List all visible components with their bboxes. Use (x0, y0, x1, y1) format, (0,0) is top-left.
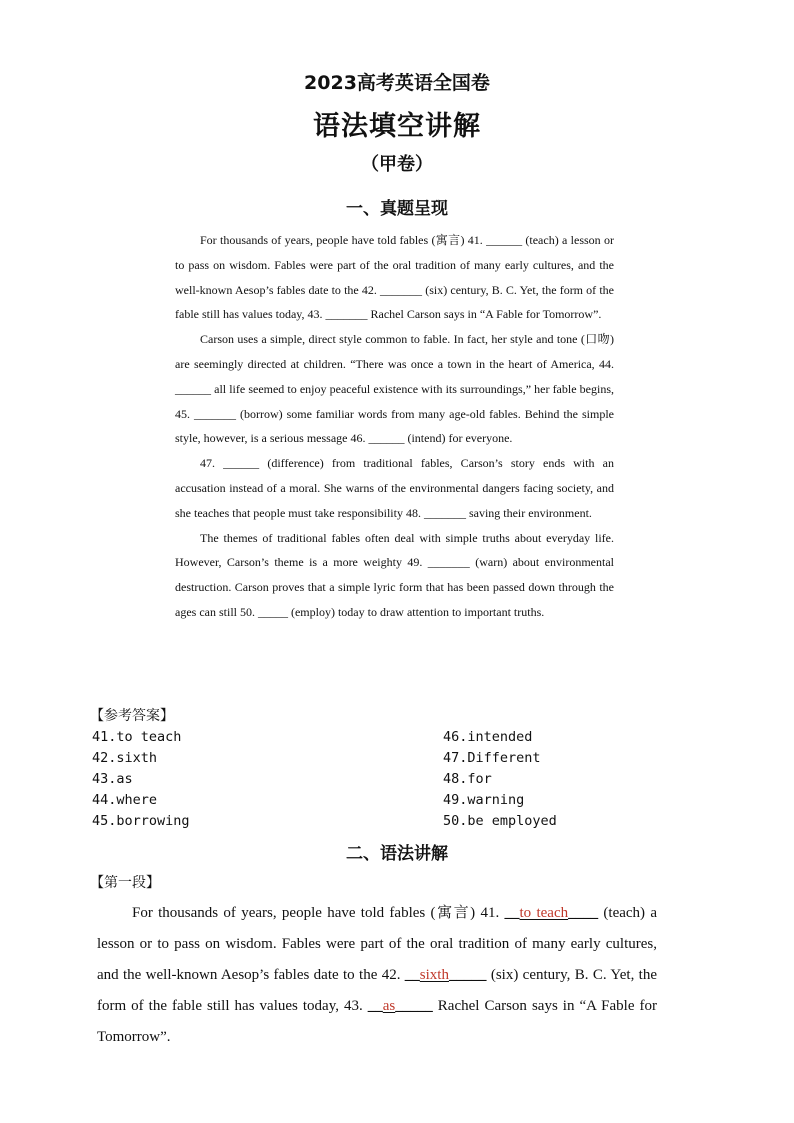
answer-item: 42.sixth (92, 750, 158, 766)
blank-lead: __ (367, 998, 383, 1014)
answer-item: 50.be employed (443, 813, 557, 829)
blank-tail: ____ (568, 905, 599, 921)
blank-lead: __ (404, 967, 420, 983)
answer-fill-42: sixth (419, 967, 449, 983)
section-heading-original-text: 一、真题呈现 (346, 199, 448, 219)
answer-fill-43: as (382, 998, 396, 1014)
text-segment: For thousands of years, people have told fables (寓言) 41. (132, 905, 505, 921)
explained-paragraph (97, 898, 657, 1053)
passage-paragraph-4: The themes of traditional fables often deal with simple truths about everyday life. However, Carson’s theme is a more weighty 49. _______ (warn) about environmental destruction. Carson proves that a simple lyric form that has been passed down through the ages can still 50. _____ (employ) today to draw attention to important truths. (175, 530, 614, 619)
text-segment: (six) century, B. C. Yet, the form of the fable still has values today, 43. (97, 967, 657, 1014)
answer-item: 48.for (443, 771, 492, 787)
exam-title: 2023高考英语全国卷 (304, 72, 490, 94)
blank-tail: _____ (395, 998, 433, 1014)
blank-tail: _____ (448, 967, 487, 983)
answer-list-right (443, 727, 557, 832)
answer-key-title: 【参考答案】 (90, 708, 174, 724)
answer-item: 45.borrowing (92, 813, 190, 829)
answer-item: 49.warning (443, 792, 525, 808)
passage-paragraph-3: 47. ______ (difference) from traditional fables, Carson’s story ends with an accusation instead of a moral. She warns of the environmental dangers facing society, and she teaches that people must take responsibility 48. _______ saving their environment. (175, 456, 614, 520)
original-passage (175, 228, 614, 625)
answer-list-left (92, 727, 190, 832)
answer-item: 47.Different (443, 750, 541, 766)
answer-item: 41.to teach (92, 729, 182, 745)
document-title: 语法填空讲解 (313, 111, 481, 142)
passage-paragraph-1: For thousands of years, people have told fables (寓言) 41. ______ (teach) a lesson or to pass on wisdom. Fables were part of the oral tradition of many early cultures, and the well-known Aesop’s fables date to the 42. _______ (six) century, B. C. Yet, the form of the fable still has values today, 43. _______ Rachel Carson says in “A Fable for Tomorrow”. (175, 233, 614, 322)
answer-item: 44.where (92, 792, 158, 808)
text-segment: Rachel Carson says in “A Fable for Tomorrow”. (97, 998, 657, 1045)
text-segment: (teach) a lesson or to pass on wisdom. Fables were part of the oral tradition of many early cultures, and the well-known Aesop’s fables date to the 42. (97, 905, 658, 983)
section-heading-grammar: 二、语法讲解 (346, 844, 448, 864)
answer-fill-41: to teach (519, 905, 569, 921)
document-subtitle: （甲卷） (361, 154, 433, 175)
paragraph-label: 【第一段】 (90, 875, 160, 891)
blank-lead: __ (504, 905, 520, 921)
answer-item: 43.as (92, 771, 133, 787)
passage-paragraph-2: Carson uses a simple, direct style common to fable. In fact, her style and tone (口吻) are seemingly directed at children. “There was once a town in the heart of America, 44. ______ all life seemed to enjoy peaceful existence with its surroundings,” her fable begins, 45. _______ (borrow) some familiar words from many age-old fables. Behind the simple style, however, is a serious message 46. ______ (intend) for everyone. (175, 332, 614, 446)
answer-item: 46.intended (443, 729, 533, 745)
explained-paragraph-text (97, 898, 657, 1053)
